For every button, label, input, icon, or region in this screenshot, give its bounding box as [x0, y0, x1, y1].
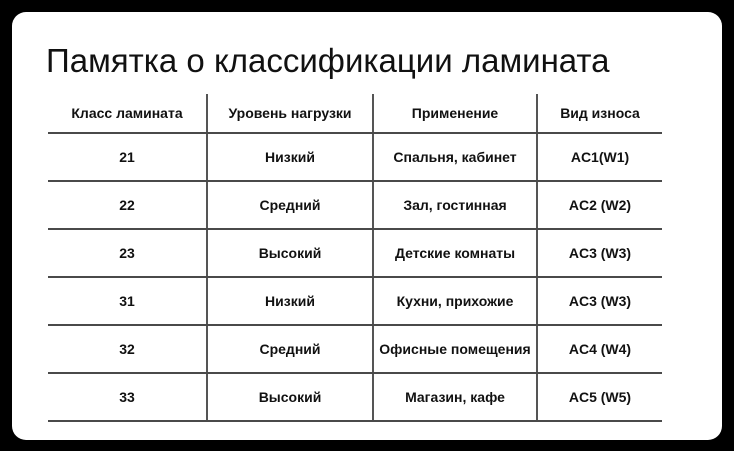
wear-cell: AC1(W1) [536, 134, 662, 180]
wear-cell: AC2 (W2) [536, 182, 662, 228]
application-cell: Детские комнаты [372, 230, 536, 276]
header-application: Применение [372, 94, 536, 132]
table-header-row [48, 94, 662, 134]
page-title: Памятка о классификации ламината [46, 42, 610, 79]
application-cell: Зал, гостинная [372, 182, 536, 228]
application-cell: Спальня, кабинет [372, 134, 536, 180]
class-cell: 33 [119, 389, 135, 405]
load-cell: Высокий [206, 374, 372, 420]
load-cell: Низкий [206, 278, 372, 324]
load-cell: Средний [206, 182, 372, 228]
wear-cell: AC3 (W3) [536, 278, 662, 324]
load-cell: Низкий [206, 134, 372, 180]
classification-table [48, 94, 662, 422]
class-cell: 22 [119, 197, 135, 213]
class-cell: 23 [119, 245, 135, 261]
wear-cell: AC4 (W4) [536, 326, 662, 372]
class-cell: 32 [119, 341, 135, 357]
class-cell: 21 [119, 149, 135, 165]
table-row [48, 326, 662, 374]
load-cell: Высокий [206, 230, 372, 276]
wear-cell: AC5 (W5) [536, 374, 662, 420]
table-row [48, 230, 662, 278]
table-row [48, 374, 662, 422]
table-row [48, 278, 662, 326]
class-cell: 31 [119, 293, 135, 309]
header-load-level: Уровень нагрузки [206, 94, 372, 132]
header-class: Класс ламината [71, 104, 183, 121]
header-wear-type: Вид износа [536, 94, 662, 132]
wear-cell: AC3 (W3) [536, 230, 662, 276]
application-cell: Офисные помещения [372, 326, 536, 372]
table-row [48, 134, 662, 182]
application-cell: Магазин, кафе [372, 374, 536, 420]
table-row [48, 182, 662, 230]
load-cell: Средний [206, 326, 372, 372]
application-cell: Кухни, прихожие [372, 278, 536, 324]
card [12, 12, 722, 440]
